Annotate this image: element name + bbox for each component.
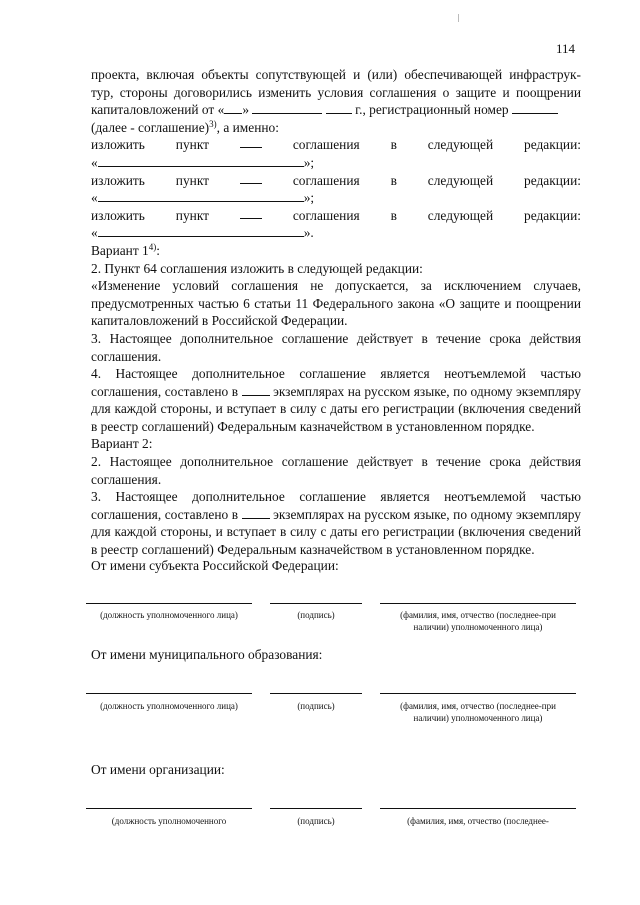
scan-mark <box>458 14 459 22</box>
organization-name-caption: (фамилия, имя, отчество (последнее- <box>407 816 549 826</box>
variant-2-item-2: 2. Настоящее дополнительное соглашение действует в течение срока действия соглашения. <box>91 454 581 487</box>
subject-signature-title: От имени субъекта Российской Федерации: <box>91 558 339 573</box>
copies-count-blank[interactable] <box>242 384 270 396</box>
month-blank[interactable] <box>252 102 322 114</box>
organization-name-line[interactable] <box>380 808 576 809</box>
municipal-signature-caption: (подпись) <box>297 701 335 711</box>
clause-row-1: изложить пункт соглашения в следующей редакции: <box>91 137 581 153</box>
page-number: 114 <box>556 41 576 56</box>
organization-signature-caption: (подпись) <box>297 816 335 826</box>
clause-text-2: « »; <box>91 190 315 206</box>
day-blank[interactable] <box>224 102 242 114</box>
intro-line-4: (далее - соглашение)$^{3)}$, а именно: <box>91 118 279 135</box>
intro-line-3: капиталовложений от « » г., регистрационный номер <box>91 101 581 119</box>
municipal-name-caption: (фамилия, имя, отчество (последнее-при наличии) уполномоченного лица) <box>400 701 556 723</box>
registration-number-blank[interactable] <box>512 102 558 114</box>
intro-line-2: тур, стороны договорились изменить условия соглашения о защите и поощрении <box>91 84 581 100</box>
clause-row-3: изложить пункт соглашения в следующей редакции: <box>91 207 581 223</box>
municipal-signature-title: От имени муниципального образования: <box>91 647 323 662</box>
clause-text-blank[interactable] <box>98 155 304 167</box>
document-body <box>91 66 581 559</box>
point-number-blank[interactable] <box>240 172 262 184</box>
subject-position-caption: (должность уполномоченного лица) <box>100 610 238 620</box>
organization-position-caption: (должность уполномоченного <box>111 816 227 826</box>
subject-name-caption: (фамилия, имя, отчество (последнее-при наличии) уполномоченного лица) <box>400 610 556 632</box>
organization-position-line[interactable] <box>86 808 252 809</box>
variant-1-item-3: 3. Настоящее дополнительное соглашение действует в течение срока действия соглашения. <box>91 330 581 364</box>
variant-1-heading: Вариант 1$^{4)}$: <box>91 241 160 258</box>
clause-text-1: « »; <box>91 154 315 170</box>
clause-row-2: изложить пункт соглашения в следующей редакции: <box>91 172 581 188</box>
subject-position-line[interactable] <box>86 603 252 604</box>
variant-1-item-2-quote: «Изменение условий соглашения не допускается, за исключением случаев, предусмотренных частью 6 статьи 11 Федерального закона «О защите и поощрении капиталовложений в Российской Федерации. <box>91 278 581 329</box>
copies-count-blank[interactable] <box>242 507 270 519</box>
clause-text-3: « ». <box>91 225 314 241</box>
point-number-blank[interactable] <box>240 207 262 219</box>
subject-signature-caption: (подпись) <box>297 610 335 620</box>
municipal-position-caption: (должность уполномоченного лица) <box>100 701 238 711</box>
clause-text-blank[interactable] <box>98 225 304 237</box>
clause-text-blank[interactable] <box>98 190 304 202</box>
organization-signature-line[interactable] <box>270 808 362 809</box>
organization-signature-title: От имени организации: <box>91 762 225 777</box>
intro-line-1: проекта, включая объекты сопутствующей и (или) обеспечивающей инфраструк- <box>91 67 581 82</box>
municipal-signature-line[interactable] <box>270 693 362 694</box>
municipal-name-line[interactable] <box>380 693 576 694</box>
variant-2-heading: Вариант 2: <box>91 436 153 452</box>
point-number-blank[interactable] <box>240 136 262 148</box>
variant-2-item-3: 3. Настоящее дополнительное соглашение является неотъемлемой частью соглашения, составлено в экземплярах на русском языке, по одному экземпляру для каждой стороны, и вступает в силу с даты его регистрации (включения сведений в реестр соглашений) Федеральным казначейством в установленном порядке. <box>91 489 581 558</box>
variant-1-item-2: 2. Пункт 64 соглашения изложить в следующей редакции: <box>91 260 423 276</box>
variant-1-item-4: 4. Настоящее дополнительное соглашение является неотъемлемой частью соглашения, составлено в экземплярах на русском языке, по одному экземпляру для каждой стороны, и вступает в силу с даты его регистрации (включения сведений в реестр соглашений) Федеральным казначейством в установленном порядке. <box>91 366 581 434</box>
subject-signature-line[interactable] <box>270 603 362 604</box>
subject-name-line[interactable] <box>380 603 576 604</box>
year-blank[interactable] <box>326 102 352 114</box>
municipal-position-line[interactable] <box>86 693 252 694</box>
